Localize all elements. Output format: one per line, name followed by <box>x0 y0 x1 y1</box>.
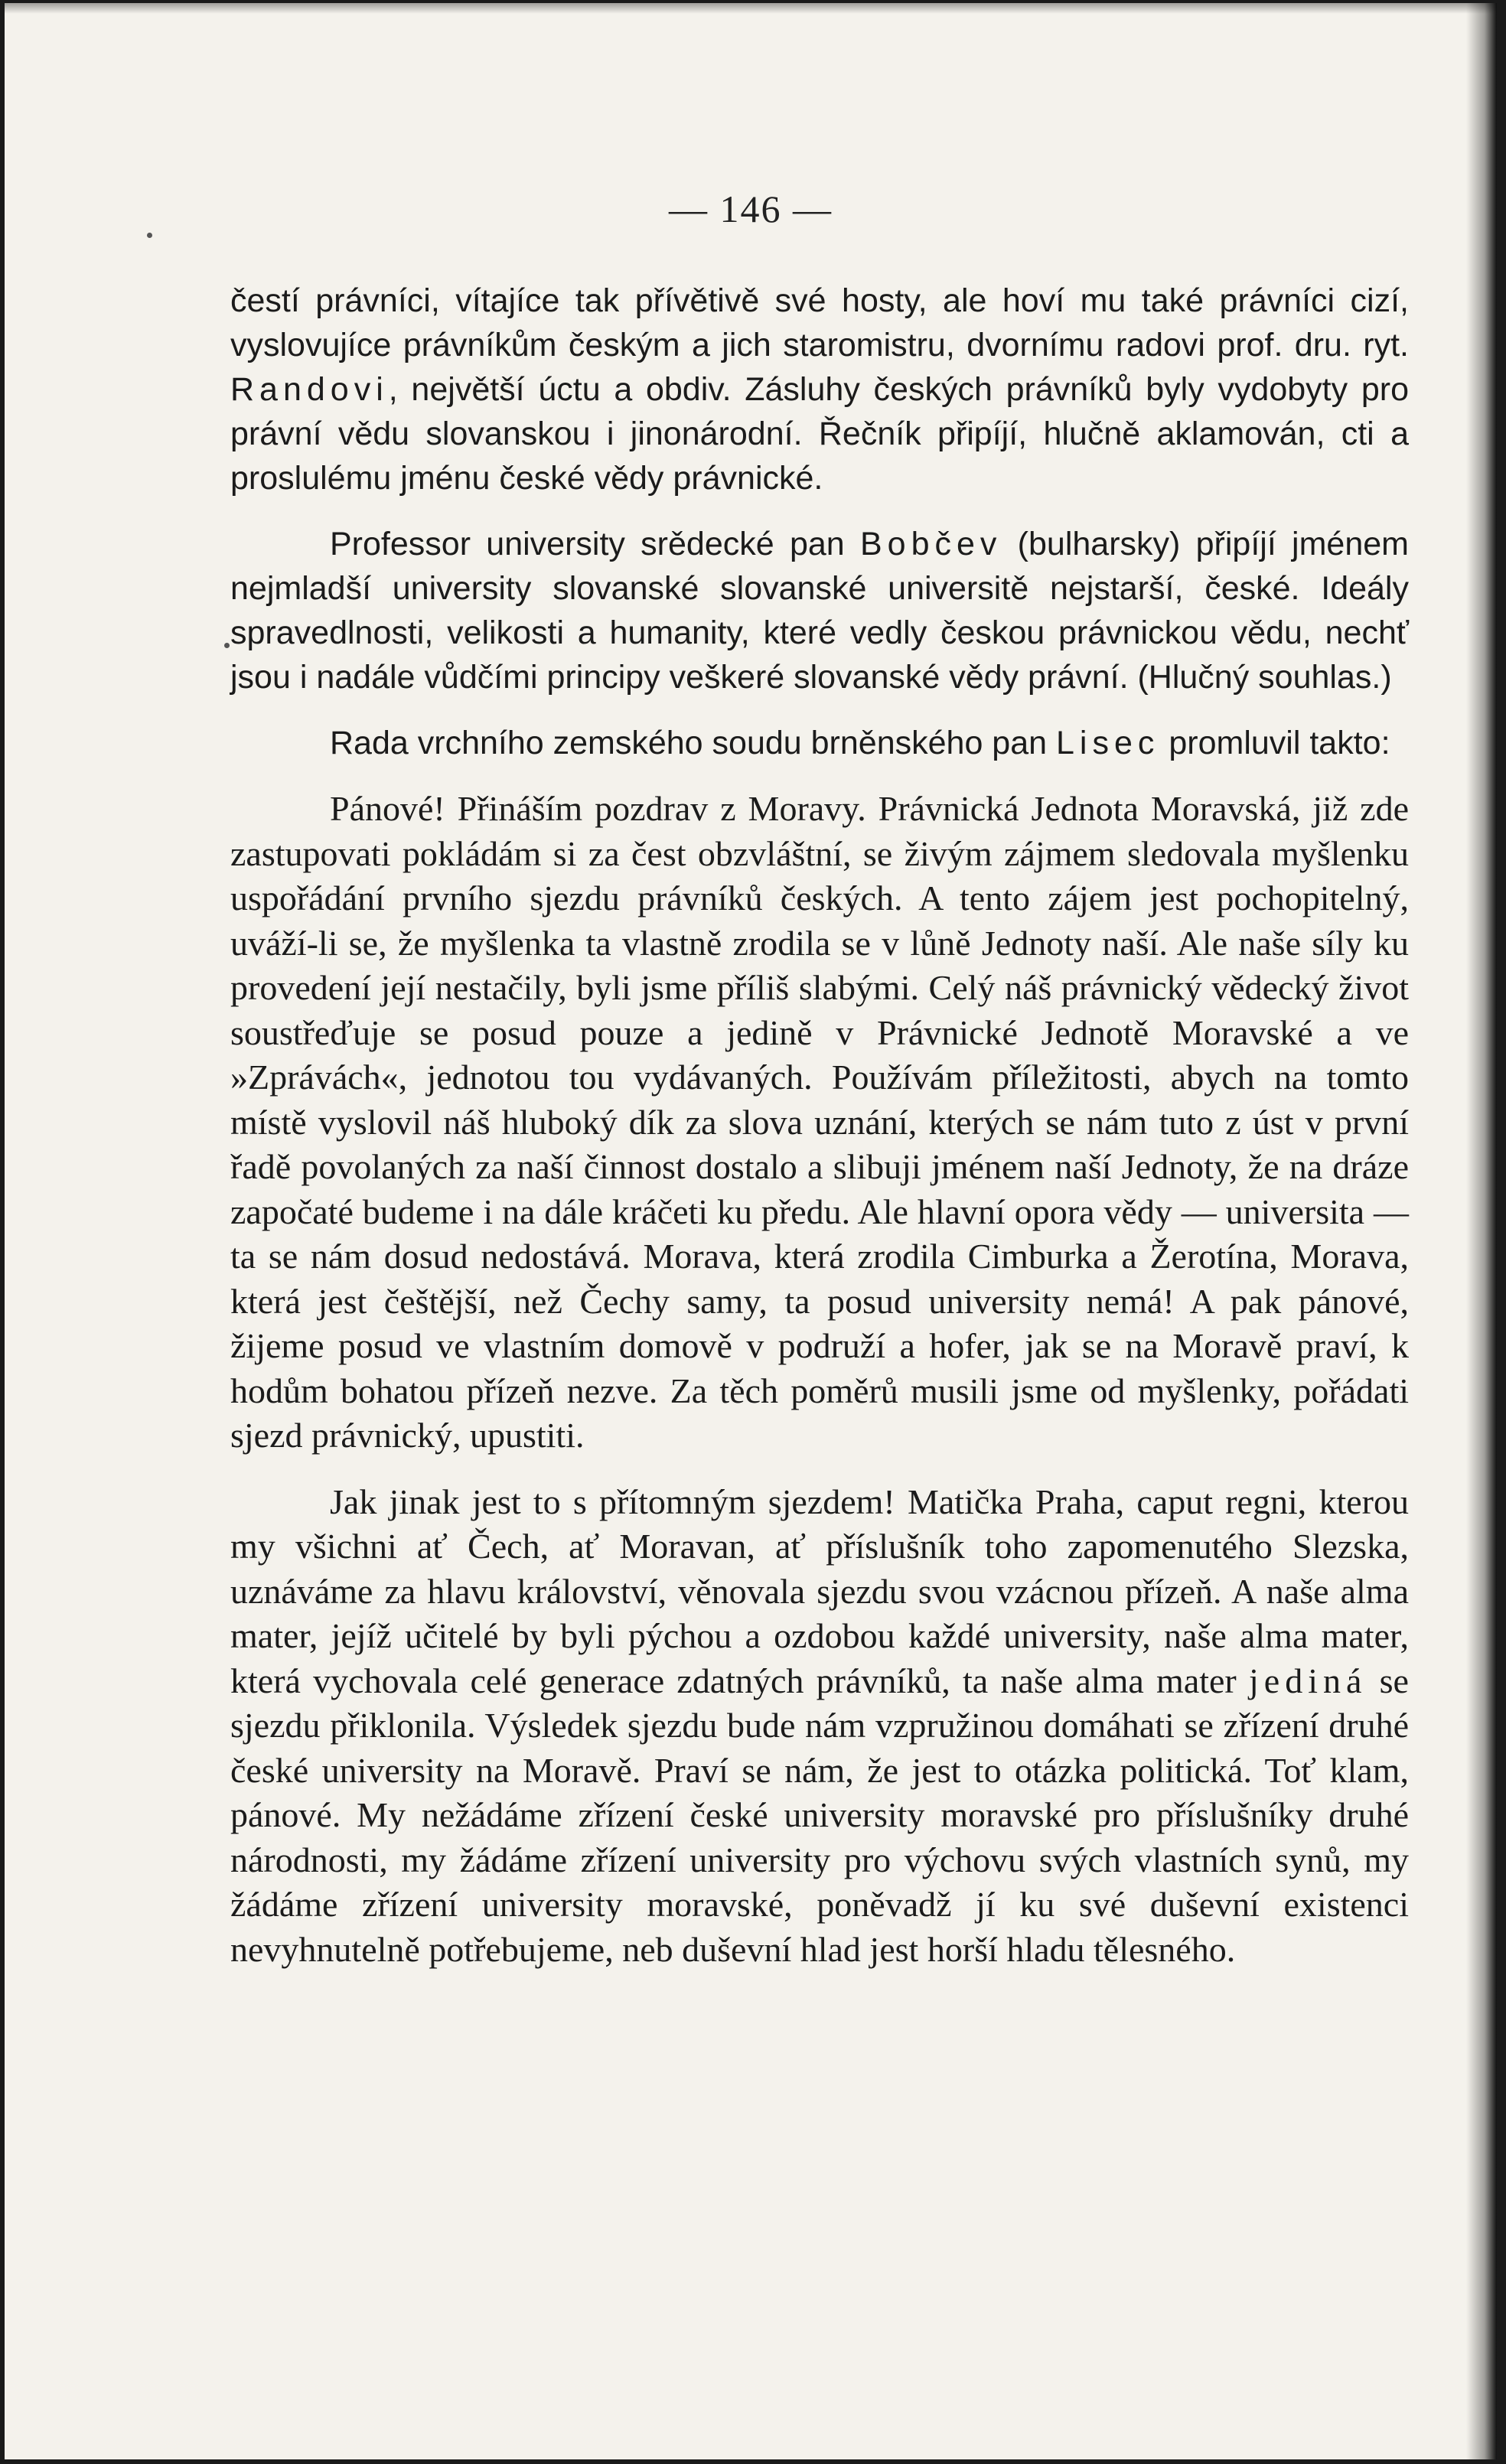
paragraph <box>230 279 1409 500</box>
paragraph-text: Jak jinak jest to s přítomným sjezdem! Matička Praha, caput regni, kterou my všichni ať Čech, ať Moravan, ať příslušník toho zapomenutého Slezska, uznáváme za hlavu království, věnovala sjezdu svou vzácnou přízeň. A naše alma mater, jejíž učitelé by byli pýchou a ozdobou každé university, naše alma mater, která vychovala celé generace zdatných právníků, ta naše alma mater <box>230 1481 1409 1700</box>
paragraph-text: Pánové! Přináším pozdrav z Moravy. Právnická Jednota Moravská, již zde zastupovati pokládám si za čest obzvláštní, se živým zájmem sledovala myšlenku uspořádání prvního sjezdu právníků českých. A tento zájem jest pochopitelný, uváží-li se, že myšlenka ta vlastně zrodila se v lůně Jednoty naší. Ale naše síly ku provedení její nestačily, byli jsme příliš slabými. Celý náš právnický vědecký život soustřeďuje se posud pouze a jedině v Právnické Jednotě Moravské a ve »Zprávách«, jednotou tou vydávaných. Používám příležitosti, abych na tomto místě vyslovil náš hluboký dík za slova uznání, kterých se nám tuto z úst v první řadě povolaných za naší činnost dostalo a slibuji jménem naší Jednoty, že na dráze započaté budeme i na dále kráčeti ku předu. Ale hlavní opora vědy — universita — ta se nám dosud nedostává. Morava, která zrodila Cimburka a Žerotína, Morava, která jest češtější, než Čechy samy, ta posud university nemá! A pak pánové, žijeme posud ve vlastním domově v podruží a hofer, jak se na Moravě praví, k hodům bohatou přízeň nezve. Za těch poměrů musili jsme od myšlenky, pořádati sjezd právnický, upustiti. <box>230 789 1409 1455</box>
ink-speck <box>224 643 230 648</box>
paragraph <box>230 1480 1409 1973</box>
paragraph-text: Professor university srědecké pan <box>330 526 860 562</box>
paragraph-text: se sjezdu přiklonila. Výsledek sjezdu bude nám vzpružinou domáhati se zřízení druhé české university na Moravě. Praví se nám, že jest to otázka politická. Toť klam, pánové. My nežádáme zřízení české university moravské pro příslušníky druhé národnosti, my žádáme zřízení university pro výchovu svých vlastních synů, my žádáme zřízení university moravské, poněvadž jí ku své duševní existenci nevyhnutelně potřebujeme, neb duševní hlad jest horší hladu tělesného. <box>230 1661 1409 1969</box>
paragraph-text: (bulharsky) připíjí jménem nejmladší university slovanské slovanské universitě nejstarší, české. Ideály spravedlnosti, velikosti a humanity, které vedly českou právnickou vědu, nechť jsou i nadále vůdčími principy veškeré slovanské vědy právní. (Hlučný souhlas.) <box>230 526 1409 696</box>
page-number: — 146 — <box>669 187 833 230</box>
emphasized-name: Randovi <box>230 371 389 408</box>
scan-shadow-top <box>5 3 1497 14</box>
text-block-upper <box>230 279 1409 765</box>
emphasized-name: jediná <box>1249 1661 1367 1700</box>
text-block-lower <box>230 787 1409 1972</box>
paragraph <box>230 787 1409 1459</box>
ink-speck <box>147 233 152 238</box>
paragraph <box>230 721 1409 765</box>
paragraph-text: čestí právníci, vítajíce tak přívětivě své hosty, ale hoví mu také právníci cizí, vyslovujíce právníkům českým a jich staromistru, dvornímu radovi prof. dru. ryt. <box>230 282 1409 363</box>
paragraph <box>230 522 1409 699</box>
paragraph-text: , největší úctu a obdiv. Zásluhy českých právníků byly vydobyty pro právní vědu slovanskou i jinonárodní. Řečník připíjí, hlučně aklamován, cti a proslulému jménu české vědy právnické. <box>230 371 1409 497</box>
paragraph-text: Rada vrchního zemského soudu brněnského pan <box>330 725 1057 761</box>
emphasized-name: Lisec <box>1056 725 1160 761</box>
scan-shadow-right <box>1466 3 1497 2459</box>
scanned-page <box>5 3 1497 2459</box>
emphasized-name: Bobčev <box>859 526 1002 562</box>
paragraph-text: promluvil takto: <box>1159 725 1390 761</box>
